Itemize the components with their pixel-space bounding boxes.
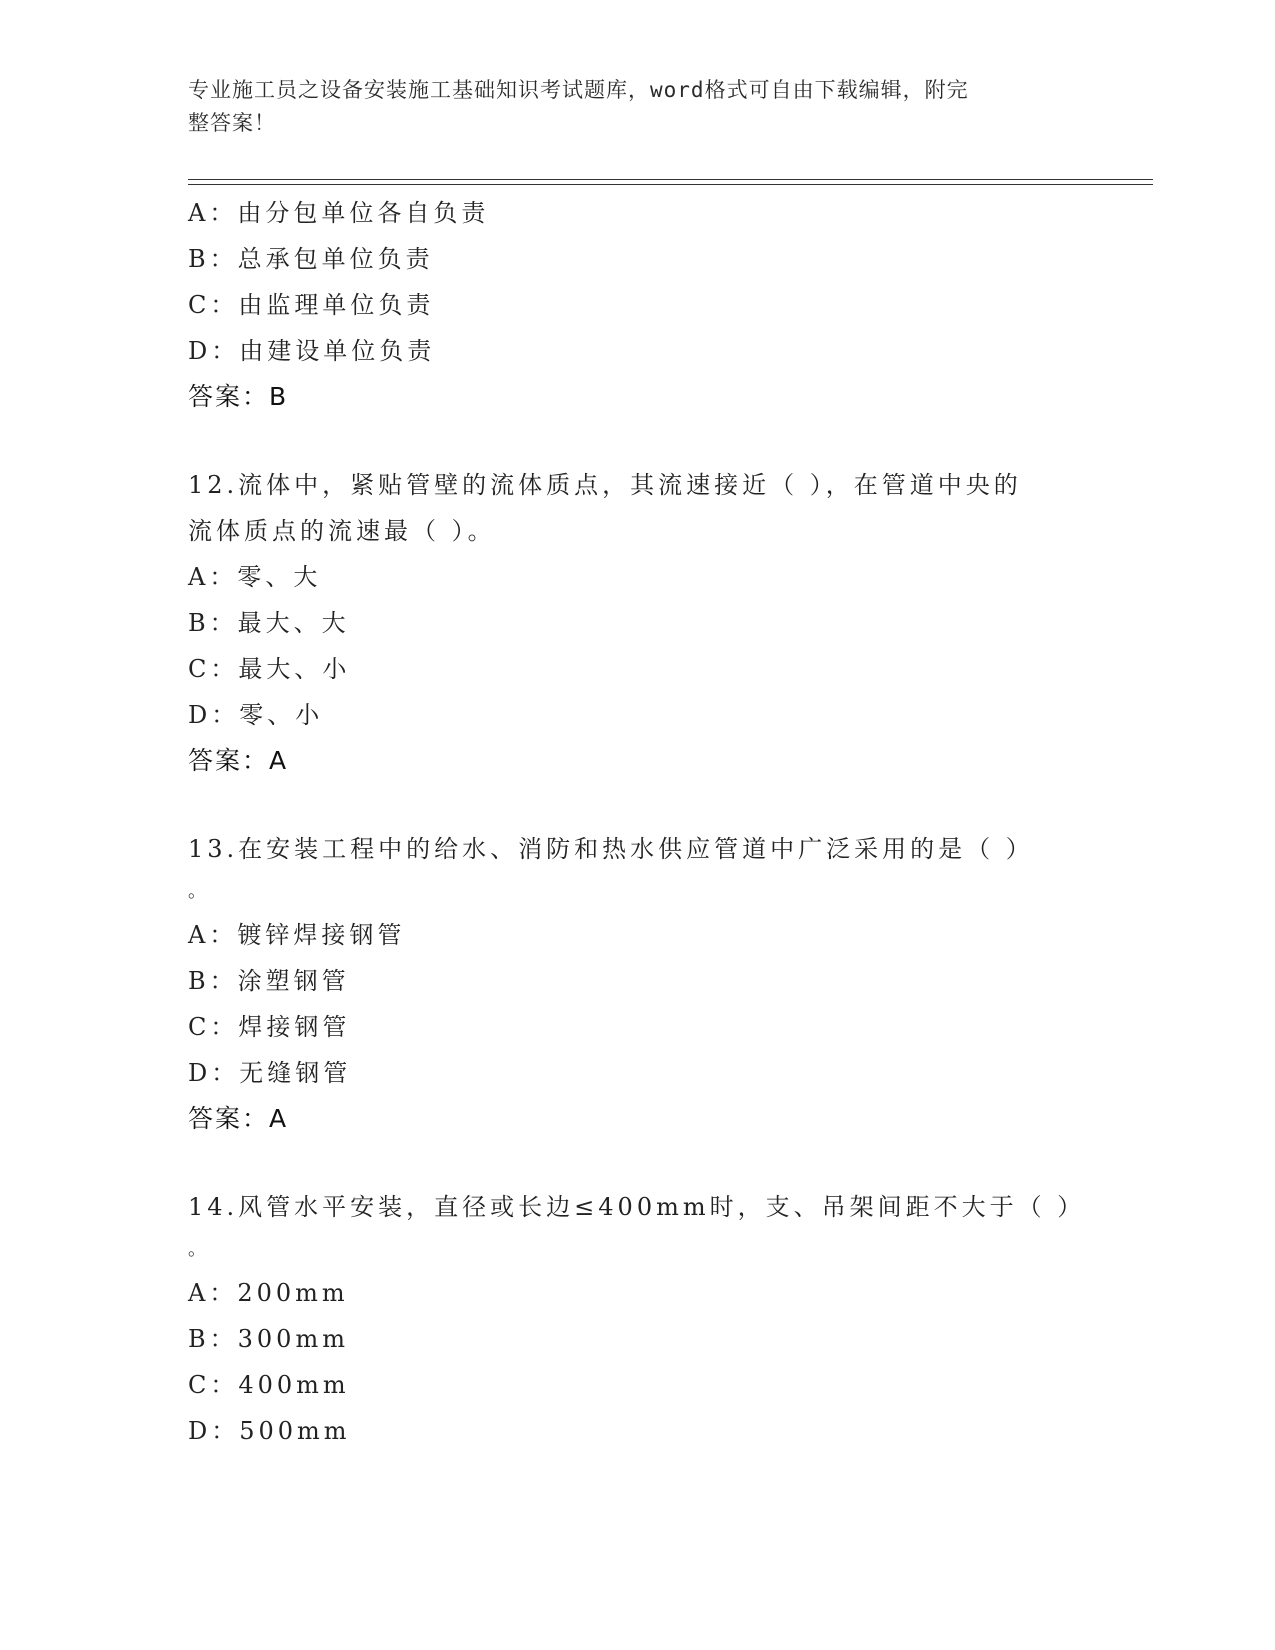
option-b: B：总承包单位负责: [188, 245, 434, 273]
question-block-11: [188, 190, 1088, 420]
option-d: D：零、小: [188, 701, 324, 729]
question-block-14: [188, 1184, 1088, 1454]
option-d: D：无缝钢管: [188, 1059, 352, 1087]
spacer: [188, 1142, 1088, 1184]
header-divider-top: [188, 179, 1153, 180]
spacer: [188, 784, 1088, 826]
question-text-line-1: 14.风管水平安装，直径或长边≤400mm时，支、吊架间距不大于（ ）: [188, 1193, 1086, 1221]
option-a: A：零、大: [188, 563, 322, 591]
option-b: B：涂塑钢管: [188, 967, 350, 995]
option-d: D：500mm: [188, 1417, 351, 1445]
question-text-line-1: 12.流体中，紧贴管壁的流体质点，其流速接近（ ），在管道中央的: [188, 471, 1022, 499]
question-text-line-1: 13.在安装工程中的给水、消防和热水供应管道中广泛采用的是（ ）: [188, 835, 1034, 863]
question-list: [188, 190, 1088, 1454]
answer-line: 答案：B: [188, 382, 289, 411]
option-c: C：400mm: [188, 1371, 350, 1399]
question-text-line-2: 。: [188, 881, 210, 902]
option-a: A：镀锌焊接钢管: [188, 921, 406, 949]
document-header: [188, 74, 1068, 140]
answer-line: 答案：A: [188, 1104, 289, 1133]
option-a: A：由分包单位各自负责: [188, 199, 490, 227]
question-text-line-2: 。: [188, 1239, 210, 1260]
question-text-line-2: 流体质点的流速最（ ）。: [188, 517, 496, 545]
option-c: C：最大、小: [188, 655, 351, 683]
option-c: C：由监理单位负责: [188, 291, 435, 319]
header-line-1: 专业施工员之设备安装施工基础知识考试题库，word格式可自由下载编辑，附完: [188, 78, 969, 102]
question-block-13: [188, 826, 1088, 1142]
spacer: [188, 420, 1088, 462]
option-d: D：由建设单位负责: [188, 337, 436, 365]
answer-line: 答案：A: [188, 746, 289, 775]
question-block-12: [188, 462, 1088, 784]
option-a: A：200mm: [188, 1279, 349, 1307]
option-c: C：焊接钢管: [188, 1013, 351, 1041]
option-b: B：300mm: [188, 1325, 349, 1353]
option-b: B：最大、大: [188, 609, 350, 637]
header-divider-bottom: [188, 184, 1153, 185]
header-line-2: 整答案！: [188, 111, 276, 135]
